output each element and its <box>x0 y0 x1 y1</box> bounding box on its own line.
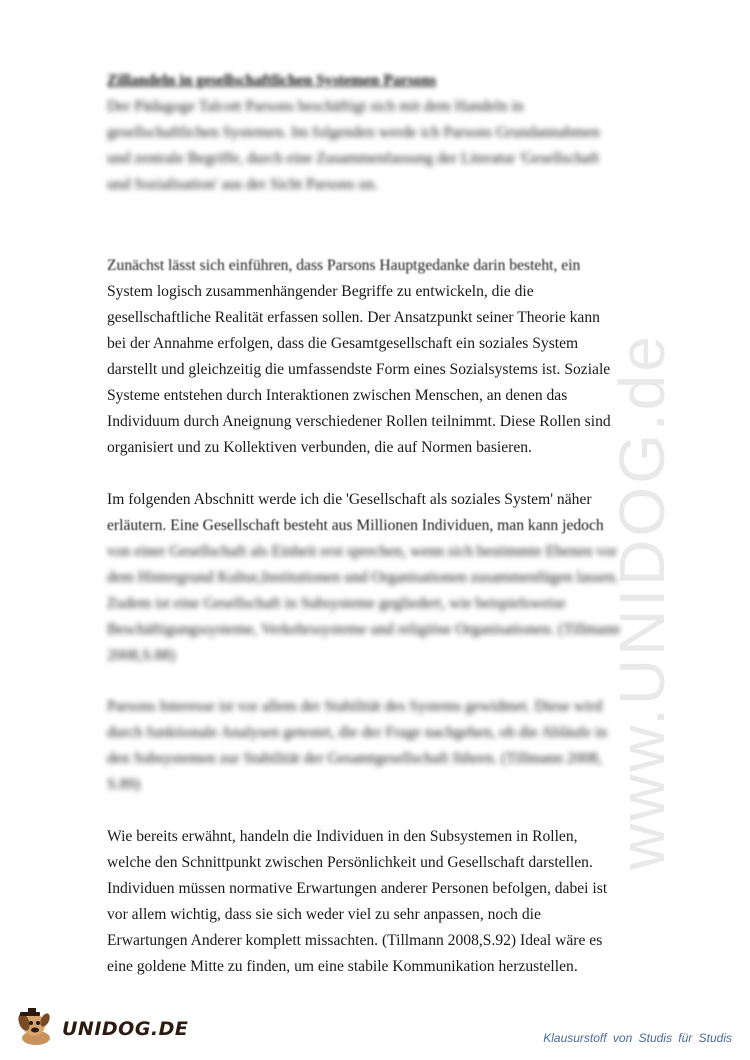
logo-text: UNIDOG.DE <box>62 1018 189 1040</box>
paragraph-line: S.89) <box>107 776 141 793</box>
paragraph-3-blurred <box>107 694 612 798</box>
intro-paragraph <box>107 94 612 198</box>
paragraph-line: Individuum durch Aneignung verschiedener Rollen teilnimmt. Diese Rollen sind <box>107 413 611 430</box>
paragraph-line: bei der Annahme erfolgen, dass die Gesamtgesellschaft ein soziales System <box>107 335 579 352</box>
footer-tagline: Klausurstoff von Studis für Studis <box>543 1031 732 1045</box>
paragraph-4 <box>107 824 612 980</box>
paragraph-line: Zunächst lässt sich einführen, dass Parsons Hauptgedanke darin besteht, ein <box>107 257 581 274</box>
paragraph-line: darstellt und gleichzeitig die umfassendste Form eines Sozialsystems ist. Soziale <box>107 361 611 378</box>
paragraph-line: durch funktionale Analysen getestet, die der Frage nachgehen, ob die Abläufe in <box>107 724 608 741</box>
paragraph-line: Systeme entstehen durch Interaktionen zwischen Menschen, an denen das <box>107 387 568 404</box>
paragraph-line: den Subsystemen zur Stabilität der Gesamtgesellschaft führen. (Tillmann 2008, <box>107 750 602 767</box>
paragraph-line: Erwartungen Anderer komplett missachten. (Tillmann 2008,S.92) Ideal wäre es <box>107 932 603 949</box>
paragraph-1 <box>107 253 612 461</box>
paragraph-line: Parsons Interesse ist vor allem der Stabilität des Systems gewidmet. Diese wird <box>107 698 603 715</box>
paragraph-line: vor allem wichtig, dass sie sich weder viel zu sehr anpassen, noch die <box>107 906 541 923</box>
paragraph-line: Beschäftigungssysteme, Verkehrssysteme und religiöse Organisationen. (Tillmann <box>107 621 620 638</box>
paragraph-line: System logisch zusammenhängender Begriffe zu entwickeln, die die <box>107 283 534 300</box>
paragraph-line: organisiert und zu Kollektiven verbunden, die auf Normen basieren. <box>107 439 532 456</box>
paragraph-line: Zudem ist eine Gesellschaft in Subsysteme gegliedert, wie beispielsweise <box>107 595 566 612</box>
paragraph-line: welche den Schnittpunkt zwischen Persönlichkeit und Gesellschaft darstellen. <box>107 854 593 871</box>
paragraph-2-blurred <box>107 539 620 669</box>
intro-line: und Sozialisation' aus der Sicht Parsons un. <box>107 176 378 193</box>
document-heading: Zillandeln in gesellschaftlichen Systemen Parsons <box>107 72 437 89</box>
intro-line: Der Pädagoge Talcott Parsons beschäftigt sich mit dem Handeln in <box>107 98 524 115</box>
paragraph-line: Im folgenden Abschnitt werde ich die 'Gesellschaft als soziales System' näher <box>107 491 592 508</box>
paragraph-2 <box>107 487 612 539</box>
watermark: www.UNIDOG.de <box>606 333 678 870</box>
paragraph-line: eine goldene Mitte zu finden, um eine stabile Kommunikation herzustellen. <box>107 958 578 975</box>
paragraph-line: erläutern. Eine Gesellschaft besteht aus Millionen Individuen, man kann jedoch <box>107 517 604 534</box>
paragraph-line: 2008,S.88) <box>107 647 176 664</box>
intro-line: und zentrale Begriffe, durch eine Zusammenfassung der Literatur 'Gesellschaft <box>107 150 600 167</box>
intro-line: gesellschaftlichen Systemen. Im folgenden werde ich Parsons Grundannahmen <box>107 124 600 141</box>
dog-icon <box>14 1008 58 1048</box>
paragraph-line: Wie bereits erwähnt, handeln die Individuen in den Subsystemen in Rollen, <box>107 828 578 845</box>
paragraph-line: dem Hintergrund Kultur,Institutionen und Organisationen zusammenfügen lassen. <box>107 569 619 586</box>
paragraph-line: Individuen müssen normative Erwartungen anderer Personen befolgen, dabei ist <box>107 880 608 897</box>
paragraph-line: von einer Gesellschaft als Einheit erst sprechen, wenn sich bestimmte Ebenen vor <box>107 543 618 560</box>
paragraph-line: gesellschaftliche Realität erfassen sollen. Der Ansatzpunkt seiner Theorie kann <box>107 309 600 326</box>
unidog-logo[interactable] <box>14 1008 189 1048</box>
